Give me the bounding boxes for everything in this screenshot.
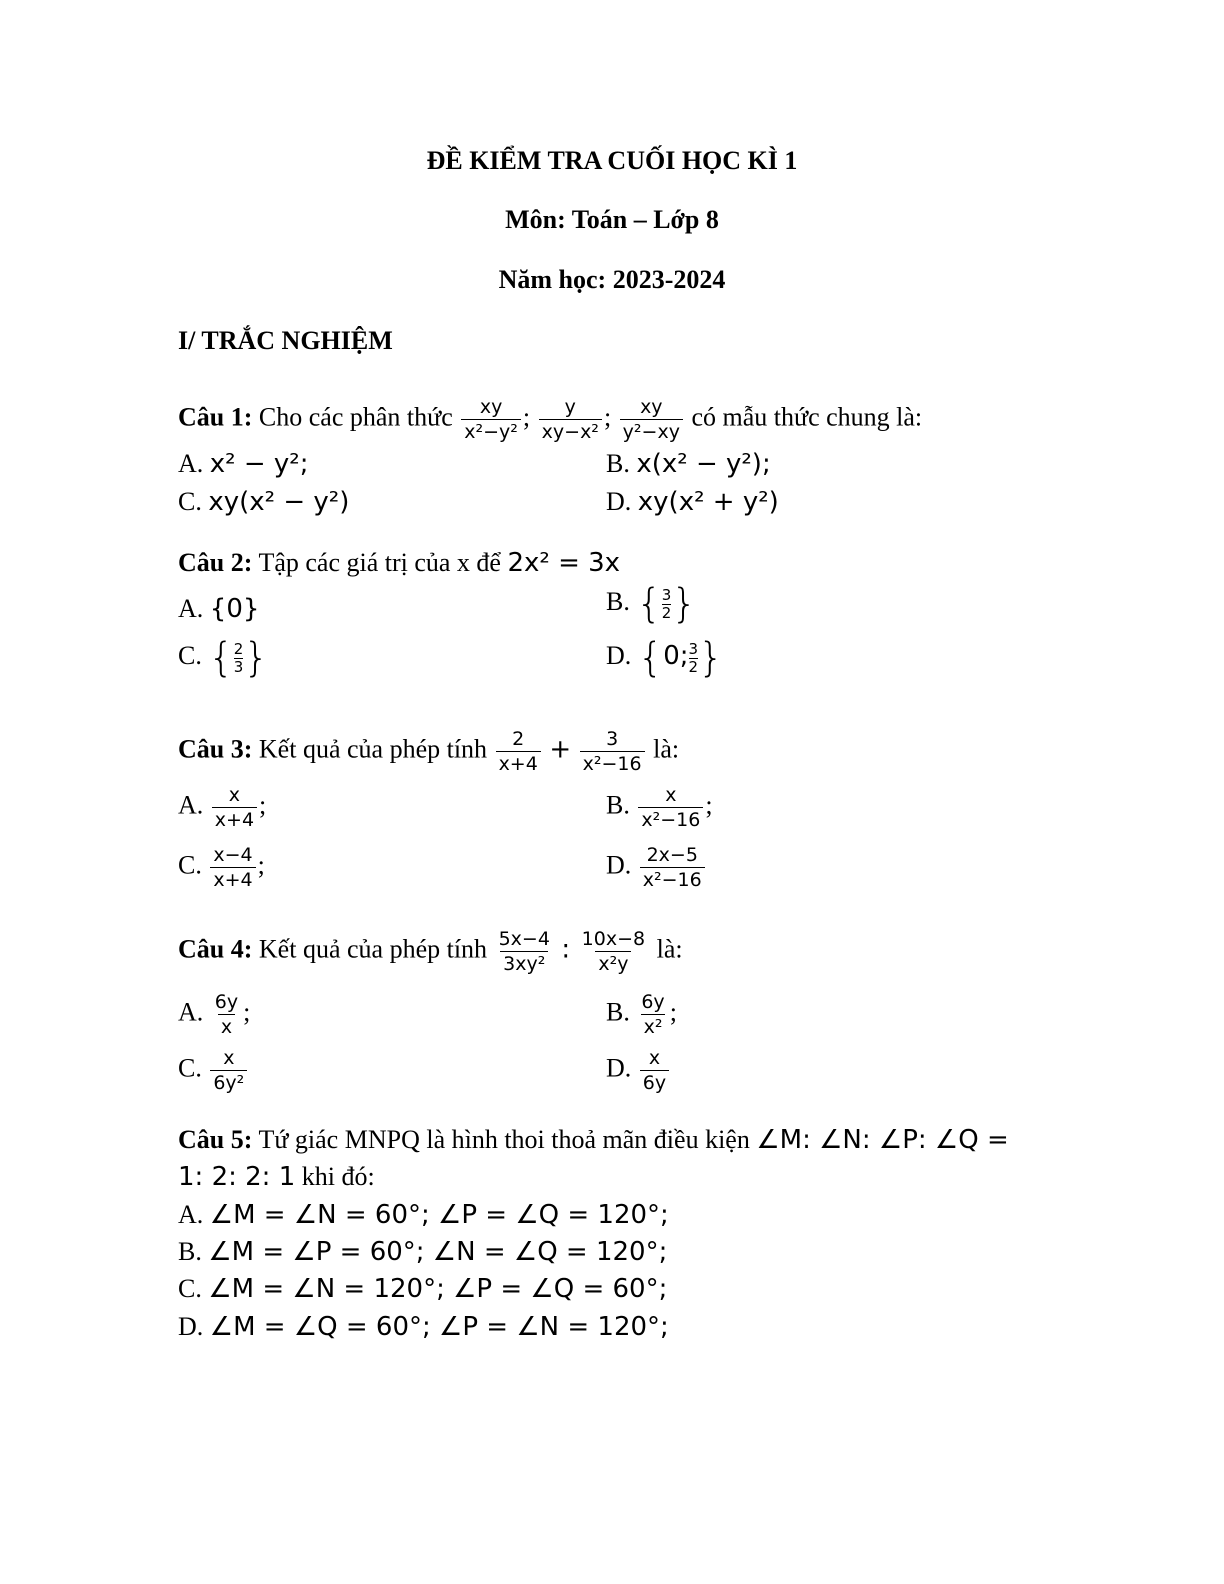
question-5-text: Tứ giác MNPQ là hình thoi thoả mãn điều kiện [258,1125,750,1154]
q1-sep-2: ; [603,402,612,432]
q2-option-a: A. {0} [178,594,260,624]
q1-fraction-2: $\frac{y}{\text{xy−x²}}$ [539,396,602,443]
q4-option-d: D. $\frac{x}{6y}$ [606,1047,671,1094]
q4-fraction-2: $\frac{10x-8}{\text{x²y}}$ [581,928,646,975]
question-2-text: Tập các giá trị của x để [258,548,501,577]
question-5 [178,1125,1009,1155]
question-2-equation: 2x² = 3x [507,548,621,578]
q3-option-d: D. $\frac{2x-5}{\text{x²−16}}$ [606,844,707,891]
exam-title: ĐỀ KIỂM TRA CUỐI HỌC KÌ 1 [426,146,798,175]
q1-fraction-1: $\frac{xy}{\text{x²−y²}}$ [461,396,521,443]
question-1-tail: có mẫu thức chung là: [691,402,923,432]
q5-option-a: A. ∠M = ∠N = 60°; ∠P = ∠Q = 120°; [178,1200,669,1230]
q1-option-d: D. xy(x² + y²) [606,487,779,517]
q4-fraction-1: $\frac{5x-4}{\text{3xy²}}$ [498,928,550,975]
q3-operator: + [549,734,572,765]
question-5-ratio: 1: 2: 2: 1 [178,1162,296,1192]
q4-operator: : [561,934,571,965]
question-3-text: Kết quả của phép tính [258,734,488,764]
question-3 [178,728,679,775]
q4-option-c: C. $\frac{x}{\text{6y²}}$ [178,1047,249,1094]
q2-option-b: B. { $\frac{3}{2}$ } [606,581,697,627]
question-1-text: Cho các phân thức [258,402,453,432]
q1-fraction-3: $\frac{xy}{\text{y²−xy}}$ [620,396,683,443]
question-4 [178,928,683,975]
exam-subject: Môn: Toán – Lớp 8 [505,205,719,234]
q2-option-d: D. {0; $\frac{3}{2}$ } [606,635,724,681]
q4-option-a: A. $\frac{6y}{x}$ ; [178,991,251,1038]
question-5-continued [178,1162,375,1192]
q3-option-c: C. $\frac{x-4}{x+4}$ ; [178,844,265,891]
question-1 [178,396,922,443]
question-1-label: Câu 1: [178,402,253,432]
section-heading: I/ TRẮC NGHIỆM [178,326,393,355]
q2-option-c: C. { $\frac{2}{3}$ } [178,635,269,681]
q1-option-b: B. x(x² − y²); [606,449,771,479]
exam-year: Năm học: 2023-2024 [498,265,726,294]
question-5-condition: ∠M: ∠N: ∠P: ∠Q = [756,1125,1009,1155]
q3-fraction-1: $\frac{2}{x+4}$ [496,728,541,775]
q1-option-c: C. xy(x² − y²) [178,487,350,517]
q5-option-b: B. ∠M = ∠P = 60°; ∠N = ∠Q = 120°; [178,1237,668,1267]
question-2-label: Câu 2: [178,548,253,577]
question-4-label: Câu 4: [178,934,253,964]
q4-option-b: B. $\frac{6y}{\text{x²}}$ ; [606,991,677,1038]
q1-option-a: A. x² − y²; [178,449,309,479]
q5-option-d: D. ∠M = ∠Q = 60°; ∠P = ∠N = 120°; [178,1312,669,1342]
question-2 [178,548,620,578]
question-3-tail: là: [653,734,680,764]
question-5-tail: khi đó: [301,1162,375,1191]
question-3-label: Câu 3: [178,734,253,764]
q3-fraction-2: $\frac{3}{\text{x²−16}}$ [580,728,645,775]
q1-sep-1: ; [522,402,531,432]
question-4-tail: là: [656,934,683,964]
q3-option-a: A. $\frac{x}{x+4}$ ; [178,784,267,831]
question-5-label: Câu 5: [178,1125,253,1154]
q5-option-c: C. ∠M = ∠N = 120°; ∠P = ∠Q = 60°; [178,1274,668,1304]
question-4-text: Kết quả của phép tính [258,934,488,964]
q3-option-b: B. $\frac{x}{\text{x²−16}}$ ; [606,784,713,831]
